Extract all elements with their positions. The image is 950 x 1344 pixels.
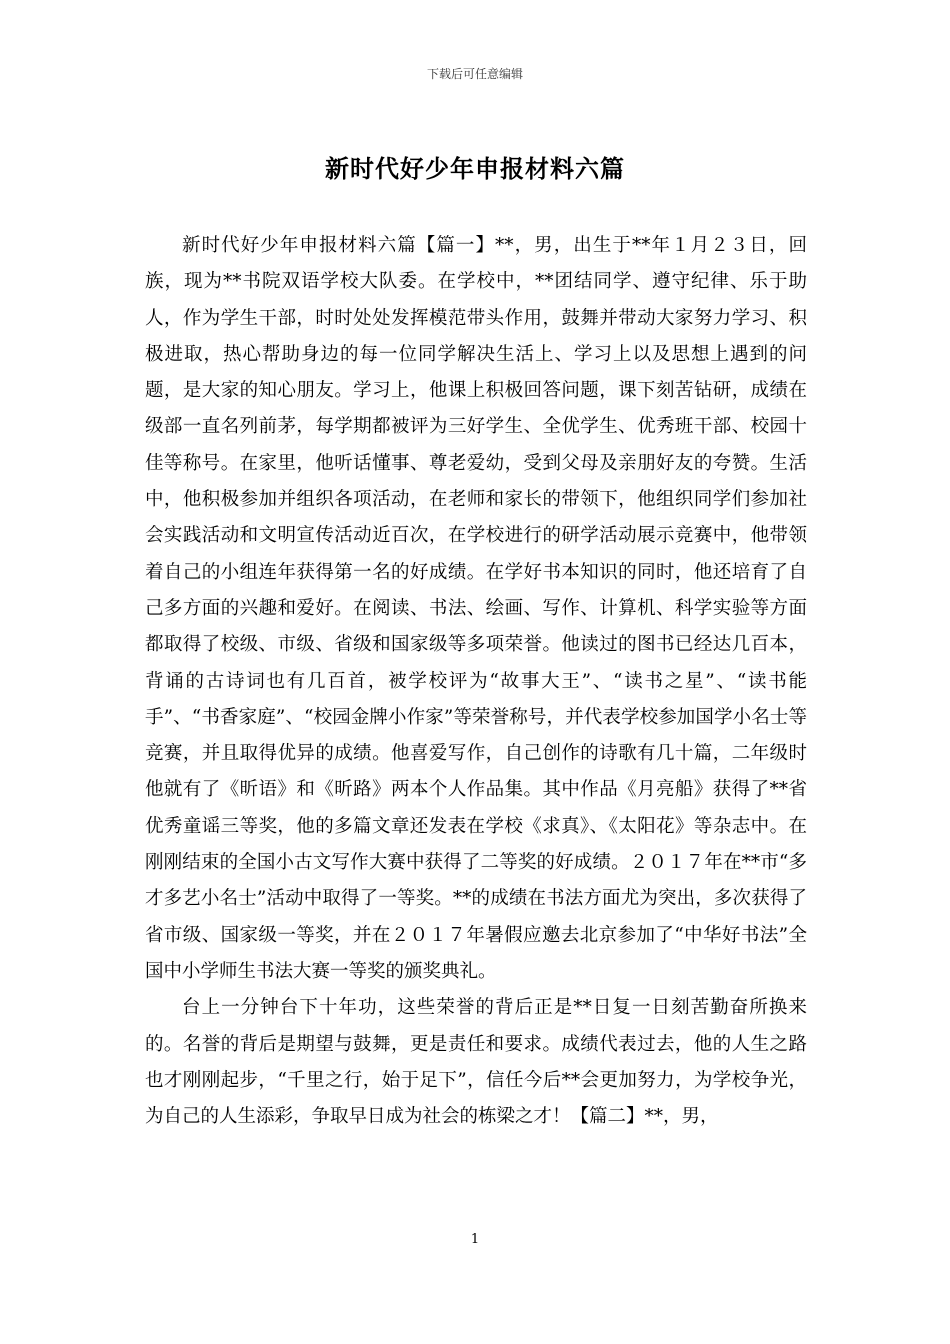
document-body [145,228,807,1135]
page-header: 下载后可任意编辑 [426,67,523,81]
page-number: 1 [470,1232,480,1247]
document-title: 新时代好少年申报材料六篇 [325,154,625,183]
body-paragraph-2: 台上一分钟台下十年功，这些荣誉的背后正是**日复一日刻苦勤奋所换来的。名誉的背后是期望与鼓舞，更是责任和要求。成绩代表过去，他的人生之路也才刚刚起步，“千里之行，始于足下”，信任今后**会更加努力，为学校争光，为自己的人生添彩，争取早日成为社会的栋梁之才！【篇二】**，男， [145,997,807,1128]
body-paragraph-1: 新时代好少年申报材料六篇【篇一】**，男，出生于**年１月２３日，回族，现为**书院双语学校大队委。在学校中，**团结同学、遵守纪律、乐于助人，作为学生干部，时时处处发挥模范带头作用，鼓舞并带动大家努力学习、积极进取，热心帮助身边的每一位同学解决生活上、学习上以及思想上遇到的问题，是大家的知心朋友。学习上，他课上积极回答问题，课下刻苦钻研，成绩在级部一直名列前茅，每学期都被评为三好学生、全优学生、优秀班干部、校园十佳等称号。在家里，他听话懂事、尊老爱幼，受到父母及亲朋好友的夸赞。生活中，他积极参加并组织各项活动，在老师和家长的带领下，他组织同学们参加社会实践活动和文明宣传活动近百次，在学校进行的研学活动展示竞赛中，他带领着自己的小组连年获得第一名的好成绩。在学好书本知识的同时，他还培育了自己多方面的兴趣和爱好。在阅读、书法、绘画、写作、计算机、科学实验等方面都取得了校级、市级、省级和国家级等多项荣誉。他读过的图书已经达几百本，背诵的古诗词也有几百首，被学校评为“故事大王”、“读书之星”、“读书能手”、“书香家庭”、“校园金牌小作家”等荣誉称号，并代表学校参加国学小名士等竞赛，并且取得优异的成绩。他喜爱写作，自己创作的诗歌有几十篇，二年级时他就有了《昕语》和《昕路》两本个人作品集。其中作品《月亮船》获得了**省优秀童谣三等奖，他的多篇文章还发表在学校《求真》、《太阳花》等杂志中。在刚刚结束的全国小古文写作大赛中获得了二等奖的好成绩。２０１７年在**市“多才多艺小名士”活动中取得了一等奖。**的成绩在书法方面尤为突出，多次获得了省市级、国家级一等奖，并在２０１７年暑假应邀去北京参加了“中华好书法”全国中小学师生书法大赛一等奖的颁奖典礼。 [145,235,807,982]
